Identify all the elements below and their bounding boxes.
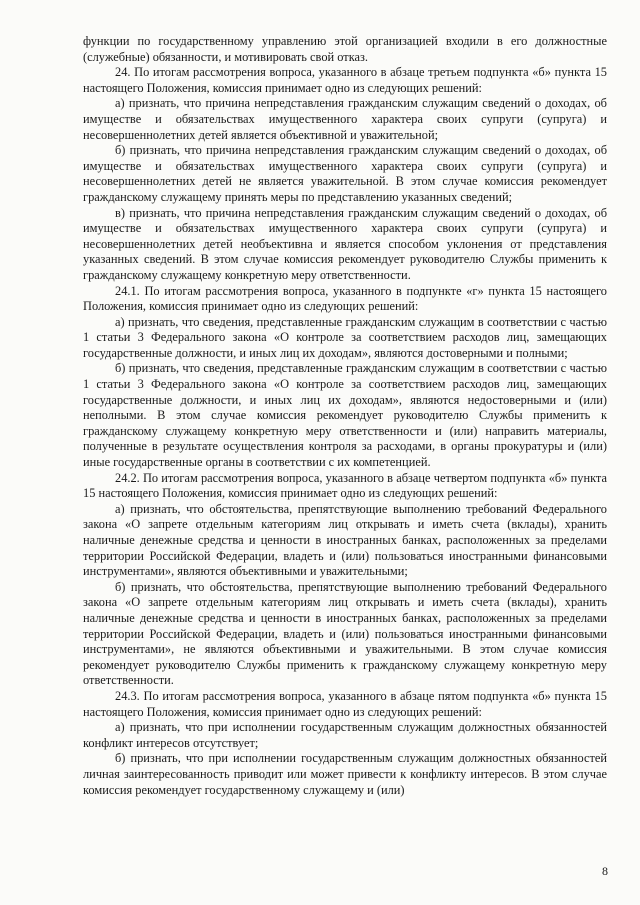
paragraph-24-3-b: б) признать, что при исполнении государственным служащим должностных обязанностей личная заинтересованность приводит или может привести к конфликту интересов. В этом случае комиссия рекомендует государственному служащему и (или): [83, 751, 607, 797]
paragraph-24-3: 24.3. По итогам рассмотрения вопроса, указанного в абзаце пятом подпункта «б» пункта 15 настоящего Положения, комиссия принимает одно из следующих решений:: [83, 688, 607, 719]
paragraph-continuation: функции по государственному управлению этой организацией входили в его должностные (служебные) обязанности, и мотивировать свой отказ.: [83, 34, 607, 64]
paragraph-24-v: в) признать, что причина непредставления гражданским служащим сведений о доходах, об имуществе и обязательствах имущественного характера своих супруги (супруга) и несовершеннолетних детей необъективна и является способом уклонения от представления указанных сведений. В этом случае комиссия рекомендует руководителю Службы применить к гражданскому служащему конкретную меру ответственности.: [83, 205, 607, 282]
paragraph-24-1-a: а) признать, что сведения, представленные гражданским служащим в соответствии с частью 1 статьи 3 Федерального закона «О контроле за соответствием расходов лиц, замещающих государственные должности, и иных лиц их доходам», являются достоверными и полными;: [83, 314, 607, 360]
paragraph-24-3-a: а) признать, что при исполнении государственным служащим должностных обязанностей конфликт интересов отсутствует;: [83, 720, 607, 750]
paragraph-24-b: б) признать, что причина непредставления гражданским служащим сведений о доходах, об имуществе и обязательствах имущественного характера своих супруги (супруга) и несовершеннолетних детей не является уважительной. В этом случае комиссия рекомендует гражданскому служащему принять меры по представлению указанных сведений;: [83, 143, 607, 204]
document-body: [83, 34, 607, 798]
paragraph-24-2: 24.2. По итогам рассмотрения вопроса, указанного в абзаце четвертом подпункта «б» пункта 15 настоящего Положения, комиссия принимает одно из следующих решений:: [83, 470, 607, 501]
paragraph-24-2-a: а) признать, что обстоятельства, препятствующие выполнению требований Федерального закона «О запрете отдельным категориям лиц открывать и иметь счета (вклады), хранить наличные денежные средства и ценности в иностранных банках, расположенных за пределами территории Российской Федерации, владеть и (или) пользоваться иностранными финансовыми инструментами», являются объективными и уважительными;: [83, 501, 607, 579]
page-number: 8: [602, 864, 608, 878]
paragraph-24: 24. По итогам рассмотрения вопроса, указанного в абзаце третьем подпункта «б» пункта 15 настоящего Положения, комиссия принимает одно из следующих решений:: [83, 65, 607, 95]
paragraph-24-1: 24.1. По итогам рассмотрения вопроса, указанного в подпункте «г» пункта 15 настоящего Положения, комиссия принимает одно из следующих решений:: [83, 283, 607, 314]
paragraph-24-1-b: б) признать, что сведения, представленные гражданским служащим в соответствии с частью 1 статьи 3 Федерального закона «О контроле за соответствием расходов лиц, замещающих государственные должности, и иных лиц их доходам», являются недостоверными и (или) неполными. В этом случае комиссия рекомендует руководителю Службы применить к гражданскому служащему конкретную меру ответственности и (или) направить материалы, полученные в результате осуществления контроля за расходами, в органы прокуратуры и (или) иные государственные органы в соответствии с их компетенцией.: [83, 361, 607, 470]
paragraph-24-2-b: б) признать, что обстоятельства, препятствующие выполнению требований Федерального закона «О запрете отдельным категориям лиц открывать и иметь счета (вклады), хранить наличные денежные средства и ценности в иностранных банках, расположенных за пределами территории Российской Федерации, владеть и (или) пользоваться иностранными финансовыми инструментами», не являются объективными и уважительными. В этом случае комиссия рекомендует руководителю Службы применить к гражданскому служащему конкретную меру ответственности.: [83, 579, 607, 688]
paragraph-24-a: а) признать, что причина непредставления гражданским служащим сведений о доходах, об имуществе и обязательствах имущественного характера своих супруги (супруга) и несовершеннолетних детей является объективной и уважительной;: [83, 96, 607, 142]
